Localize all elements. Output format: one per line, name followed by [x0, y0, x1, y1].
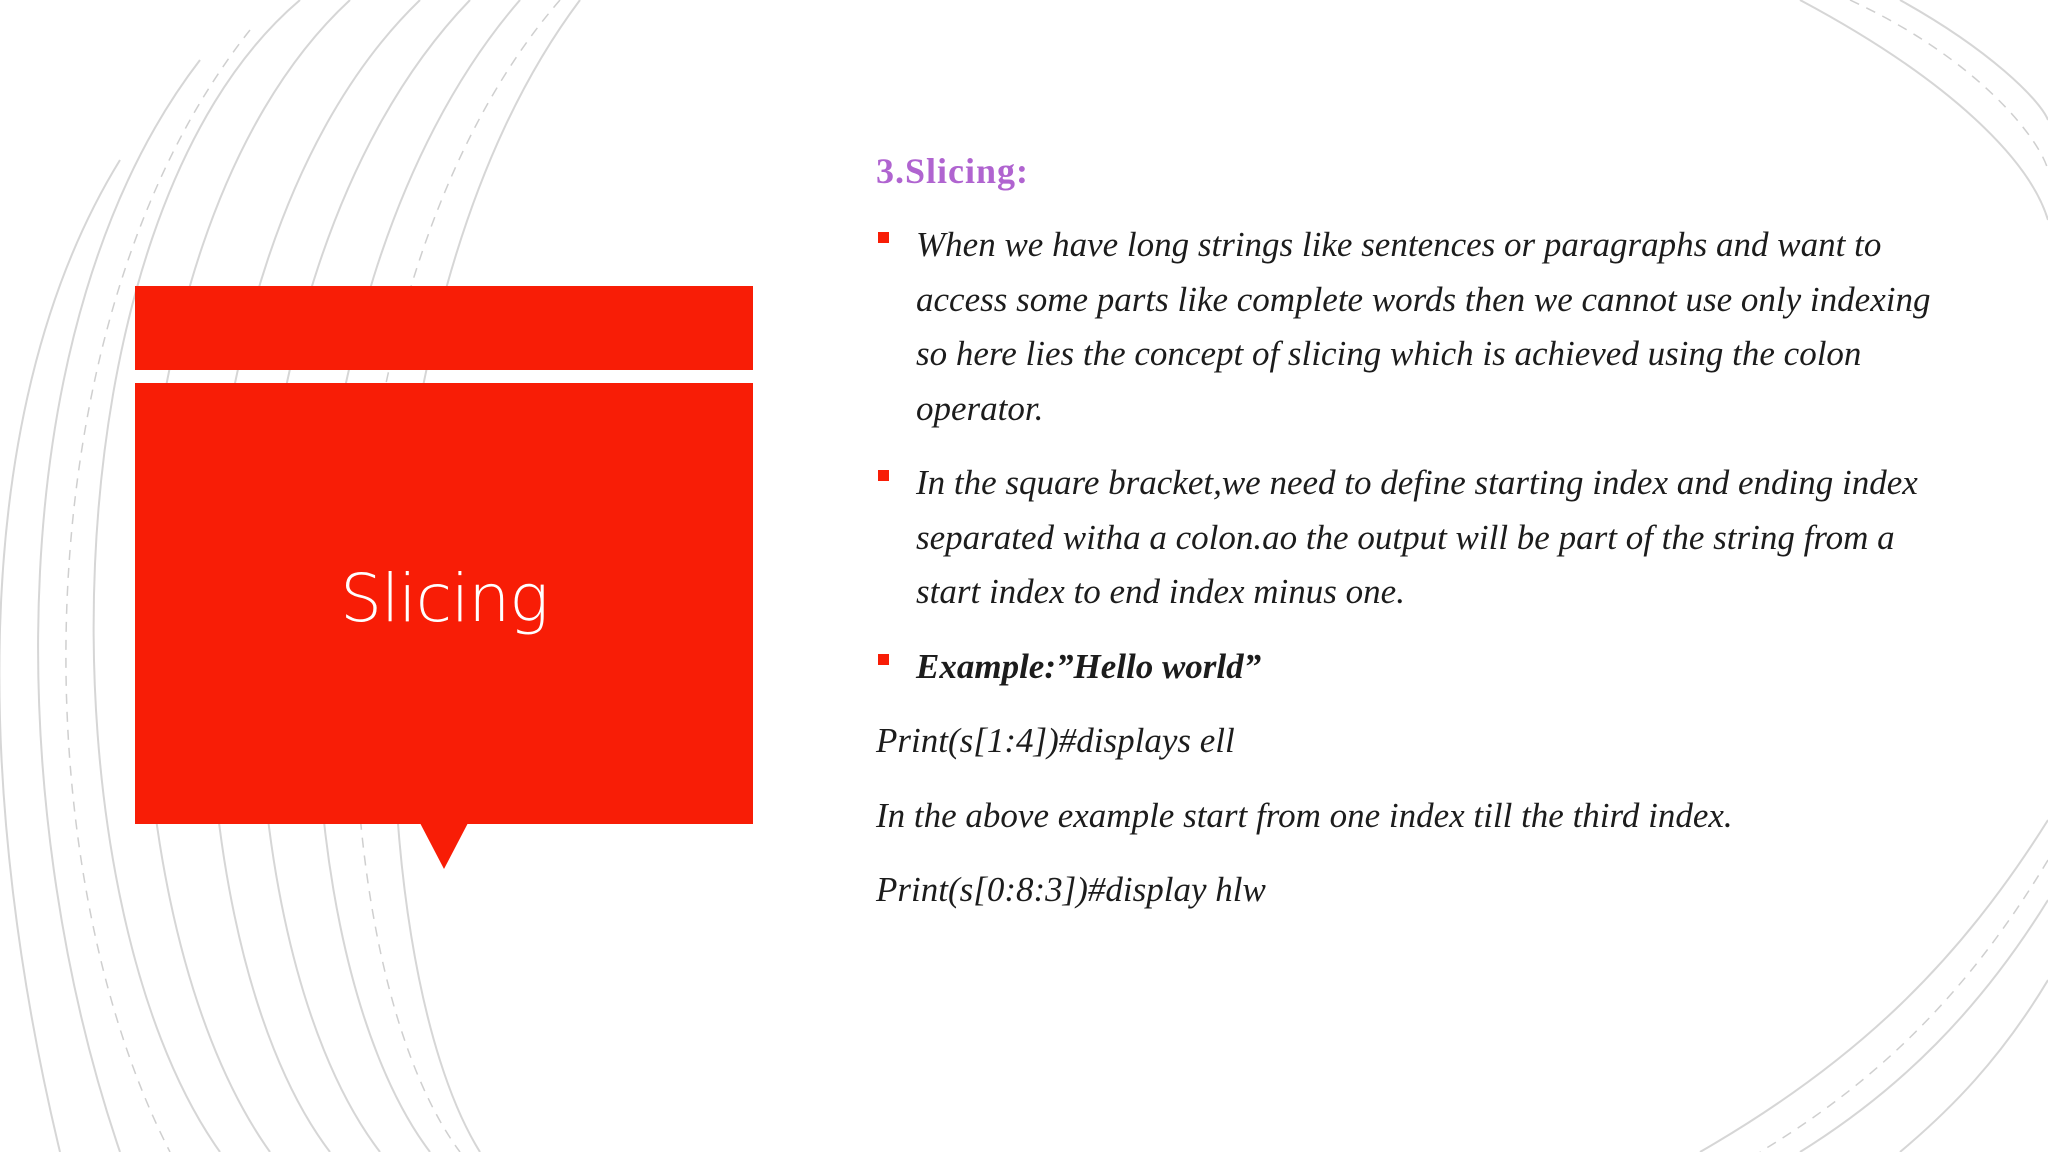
bullet-square-icon — [878, 654, 889, 665]
callout-pointer — [420, 823, 468, 869]
slide-title: Slicing — [340, 560, 548, 637]
bullet-item — [876, 640, 1936, 695]
content-area — [876, 150, 1936, 938]
bullet-square-icon — [878, 232, 889, 243]
explanation-line: In the above example start from one index till the third index. — [876, 795, 1733, 835]
bullet-item — [876, 456, 1936, 620]
bullet-item — [876, 218, 1936, 436]
section-heading: 3.Slicing: — [876, 151, 1030, 191]
code-line: Print(s[0:8:3])#display hlw — [876, 870, 1266, 909]
bullet-text-example: Example:”Hello world” — [916, 646, 1262, 686]
bullet-text: In the square bracket,we need to define starting index and ending index separated witha a colon.ao the output will be part of the string from a start index to end index minus one. — [916, 463, 1918, 611]
title-callout-box — [135, 383, 753, 824]
title-accent-bar — [135, 286, 753, 370]
code-line: Print(s[1:4])#displays ell — [876, 721, 1235, 760]
bullet-text: When we have long strings like sentences or paragraphs and want to access some parts like complete words then we cannot use only indexing so here lies the concept of slicing which is achieved using the colon operator. — [916, 225, 1931, 428]
bullet-square-icon — [878, 470, 889, 481]
